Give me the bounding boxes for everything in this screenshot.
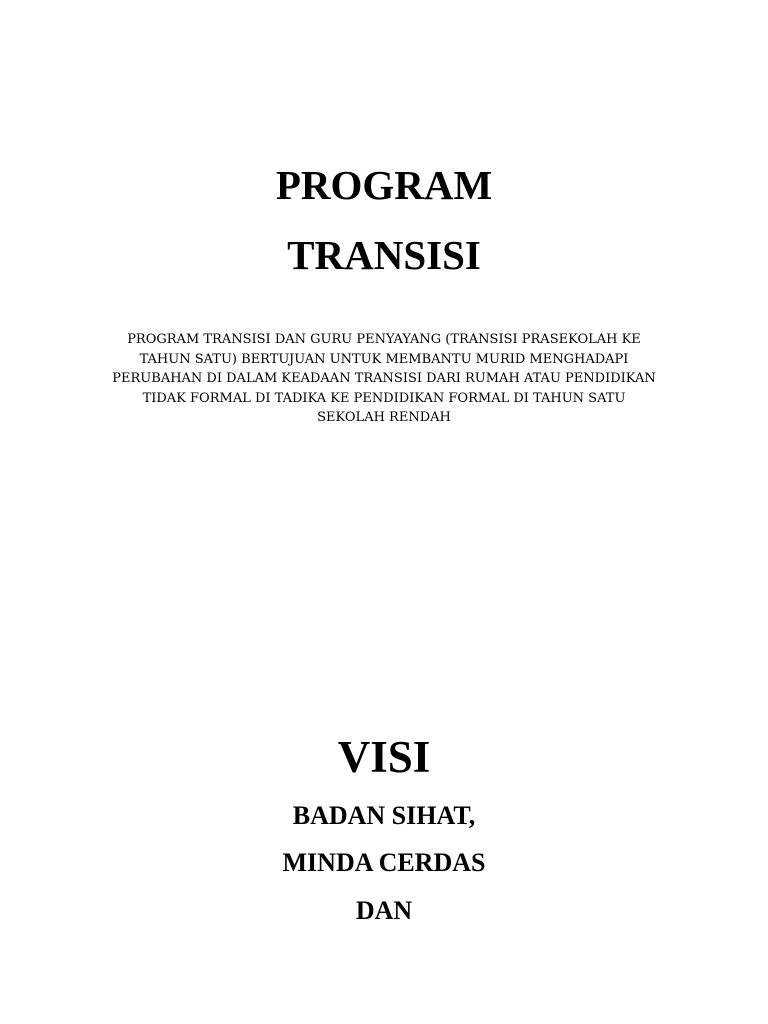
intro-line-3: PERUBAHAN DI DALAM KEADAAN TRANSISI DARI RUMAH ATAU PENDIDIKAN — [112, 371, 656, 386]
visi-heading: VISI — [337, 732, 431, 782]
intro-line-1: PROGRAM TRANSISI DAN GURU PENYAYANG (TRANSISI PRASEKOLAH KE — [127, 332, 641, 347]
intro-line-2: TAHUN SATU) BERTUJUAN UNTUK MEMBANTU MURID MENGHADAPI — [139, 351, 629, 367]
page-title-line-2: TRANSISI — [287, 232, 481, 278]
visi-line-2: MINDA CERDAS — [282, 848, 486, 877]
page-title-line-1: PROGRAM — [275, 162, 493, 208]
intro-paragraph — [90, 330, 678, 428]
intro-line-5: SEKOLAH RENDAH — [317, 410, 451, 425]
intro-line-4: TIDAK FORMAL DI TADIKA KE PENDIDIKAN FORMAL DI TAHUN SATU — [142, 390, 626, 406]
visi-line-3: DAN — [355, 896, 413, 925]
visi-line-1: BADAN SIHAT, — [292, 801, 476, 830]
